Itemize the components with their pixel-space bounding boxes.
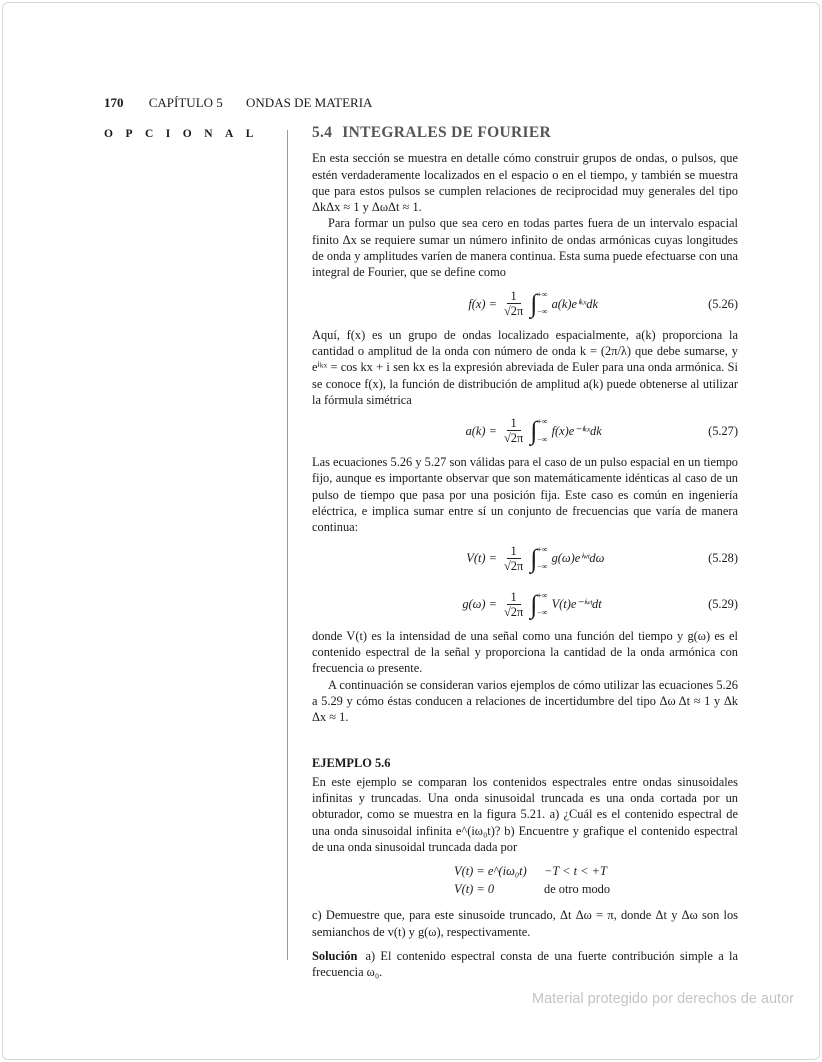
paragraph: donde V(t) es la intensidad de una señal como una función del tiempo y g(ω) es el contenido espectral de la señal y proporciona la cantidad de la onda armónica con frecuencia ω presente.	[312, 628, 738, 676]
section-title-text: INTEGRALES DE FOURIER	[342, 124, 551, 141]
eq-lhs: f(x) =	[468, 296, 497, 311]
fraction	[504, 289, 523, 319]
fraction	[504, 544, 523, 574]
upper-limit: +∞	[537, 289, 548, 299]
integral-sign: ∫ +∞ −∞	[530, 414, 547, 448]
integrand: a(k)eⁱᵏˣdk	[551, 296, 598, 311]
denominator: √2π	[504, 431, 524, 446]
paragraph: Aquí, f(x) es un grupo de ondas localizado espacialmente, a(k) proporciona la cantidad o amplitud de la onda con número de onda k = (2π/λ) que debe sumarse, y eⁱᵏˣ = cos kx + i sen kx es la expresión abreviada de Euler para una onda armónica. Si se conoce f(x), la función de distribución de amplitud a(k) puede obtenerse al utilizar la fórmula simétrica	[312, 327, 738, 407]
lower-limit: −∞	[537, 562, 548, 572]
case-expression: V(t) = e^(iω₀t)	[454, 864, 527, 879]
equation-5-27	[312, 408, 738, 454]
piecewise-definition	[454, 863, 738, 899]
example-text: En este ejemplo se comparan los contenidos espectrales entre ondas sinusoidales infinitas y truncadas. Una onda sinusoidal truncada es una onda cortada por un obturador, como se muestra en la figura 5.21. a) ¿Cuál es el contenido espectral de una onda sinusoidal infinita e^(iω₀t)? b) Encuentre y grafique el contenido espectral de una onda sinusoidal truncada dada por	[312, 774, 738, 854]
lower-limit: −∞	[537, 608, 548, 618]
equation-5-26	[312, 281, 738, 327]
case-row	[454, 881, 738, 899]
paragraph: Para formar un pulso que sea cero en todas partes fuera de un intervalo espacial finito Δx se requiere sumar un número infinito de ondas armónicas cuyas longitudes de onda y amplitudes varíen de manera continua. Esta suma puede efectuarse con una integral de Fourier, que se define como	[312, 216, 738, 280]
example-part-c: c) Demuestre que, para este sinusoide truncado, Δt Δω = π, donde Δt y Δω son los semianchos de v(t) y g(ω), respectivamente.	[312, 908, 738, 939]
denominator: √2π	[504, 303, 524, 318]
case-condition: de otro modo	[544, 882, 611, 897]
numerator: 1	[507, 416, 521, 431]
equation-number: (5.28)	[708, 551, 738, 566]
fraction	[504, 590, 523, 620]
eq-lhs: a(k) =	[465, 424, 497, 438]
page-number: 170	[104, 95, 124, 110]
paragraph: En esta sección se muestra en detalle cómo construir grupos de ondas, o pulsos, que estén verdaderamente localizados en el espacio o en el tiempo, y también se muestra que para estos pulsos se cumplen relaciones de reciprocidad muy generales del tipo ΔkΔx ≈ 1 y ΔωΔt ≈ 1.	[312, 151, 738, 215]
fraction	[504, 416, 523, 446]
case-row	[454, 863, 738, 881]
equation-5-28	[312, 536, 738, 582]
chapter-title: ONDAS DE MATERIA	[246, 95, 373, 110]
equation-number: (5.26)	[708, 296, 738, 311]
integrand: g(ω)eⁱʷᵗdω	[551, 551, 605, 566]
case-expression: V(t) = 0	[454, 882, 495, 897]
integral-sign: ∫ +∞ −∞	[530, 287, 547, 321]
numerator: 1	[507, 289, 521, 304]
upper-limit: +∞	[537, 590, 548, 600]
paragraph: Las ecuaciones 5.26 y 5.27 son válidas para el caso de un pulso espacial en un tiempo fijo, aunque es importante observar que son matemáticamente idénticas al caso de un pulso de tiempo que pasa por una posición fija. Este caso es común en ingeniería eléctrica, e implica sumar entre sí un conjunto de frecuencias que varía de manera continua:	[312, 455, 738, 535]
lower-limit: −∞	[537, 434, 548, 444]
integral-sign: ∫ +∞ −∞	[530, 542, 547, 576]
equation-5-29	[312, 582, 738, 628]
optional-label: OPCIONAL	[104, 128, 266, 140]
paragraph: A continuación se consideran varios ejemplos de cómo utilizar las ecuaciones 5.26 a 5.29 y cómo éstas conducen a relaciones de incertidumbre del tipo Δω Δt ≈ 1 y Δk Δx ≈ 1.	[312, 677, 738, 725]
integrand: f(x)e⁻ⁱᵏˣdk	[551, 424, 602, 438]
denominator: √2π	[504, 558, 524, 573]
chapter-label: CAPÍTULO 5	[148, 95, 223, 110]
equation-number: (5.27)	[708, 424, 738, 438]
solution-label: Solución	[312, 948, 358, 963]
equation-number: (5.29)	[708, 597, 738, 612]
running-header	[104, 95, 372, 111]
margin-rule	[287, 130, 288, 960]
example-heading: EJEMPLO 5.6	[312, 756, 391, 771]
case-condition: −T < t < +T	[544, 864, 607, 879]
denominator: √2π	[504, 604, 524, 619]
upper-limit: +∞	[537, 544, 548, 554]
lower-limit: −∞	[537, 307, 548, 317]
eq-lhs: g(ω) =	[462, 597, 497, 612]
integral-sign: ∫ +∞ −∞	[530, 588, 547, 622]
eq-lhs: V(t) =	[466, 551, 497, 566]
copyright-watermark: Material protegido por derechos de autor	[532, 991, 794, 1007]
main-column	[312, 125, 738, 980]
solution-text: a) El contenido espectral consta de una fuerte contribución simple a la frecuencia ω₀.	[312, 948, 738, 980]
section-number: 5.4	[312, 124, 333, 141]
numerator: 1	[507, 544, 521, 559]
section-title	[312, 125, 738, 141]
upper-limit: +∞	[537, 417, 548, 427]
integrand: V(t)e⁻ⁱʷᵗdt	[551, 597, 602, 612]
numerator: 1	[507, 590, 521, 605]
solution	[312, 948, 738, 981]
